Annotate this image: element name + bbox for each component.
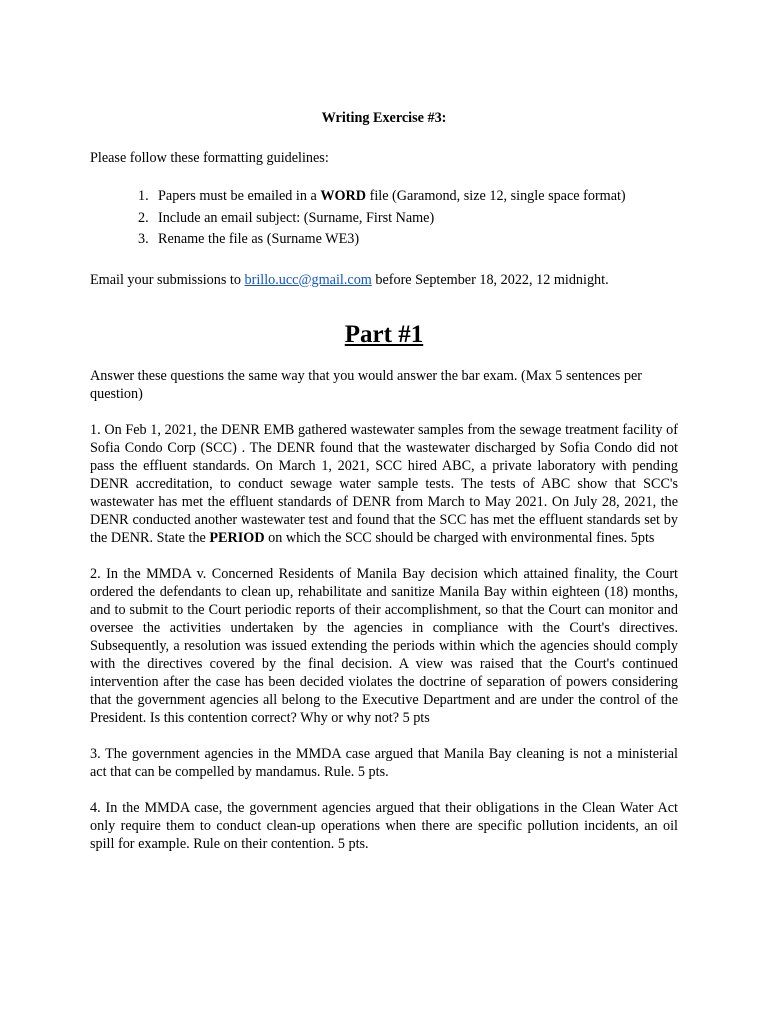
email-instruction-text: Email your submissions to <box>90 271 245 288</box>
answer-instructions: Answer these questions the same way that you would answer the bar exam. (Max 5 sentences per question) <box>90 367 642 402</box>
question-3: 3. The government agencies in the MMDA case argued that Manila Bay cleaning is not a ministerial act that can be compelled by mandamus. Rule. 5 pts. <box>90 745 678 780</box>
guideline-number: 2. <box>138 209 149 226</box>
guideline-number: 1. <box>138 188 149 204</box>
question-text: on which the SCC should be charged with environmental fines. 5pts <box>264 529 655 546</box>
guidelines-intro: Please follow these formatting guidelines: <box>90 150 329 166</box>
page-title: Writing Exercise #3: <box>321 110 447 126</box>
guideline-text: Rename the file as (Surname WE3) <box>158 231 360 247</box>
guideline-text: Papers must be emailed in a <box>158 188 321 204</box>
guideline-item <box>90 209 678 231</box>
guideline-list <box>90 187 678 252</box>
document-page <box>90 109 678 853</box>
question-2: 2. In the MMDA v. Concerned Residents of Manila Bay decision which attained finality, the Court ordered the defendants to clean up, rehabilitate and sanitize Manila Bay within eighteen (18) months, and to submit to the Court periodic reports of their accomplishment, so that the Court can monitor and oversee the activities undertaken by the agencies in compliance with the Court's directives. Subsequently, a resolution was issued extending the periods within which the agencies should comply with the directives covered by the final decision. A view was raised that the Court's continued intervention after the case has been decided violates the doctrine of separation of powers considering that the government agencies all belong to the Executive Department and are under the control of the President. Is this contention correct? Why or why not? 5 pts <box>90 565 678 726</box>
question-4: 4. In the MMDA case, the government agencies argued that their obligations in the Clean Water Act only require them to conduct clean-up operations when there are specific pollution incidents, an oil spill for example. Rule on their contention. 5 pts. <box>90 799 678 852</box>
question-1 <box>90 421 678 547</box>
email-instruction-text: before September 18, 2022, 12 midnight. <box>371 271 609 288</box>
guideline-item <box>90 230 678 252</box>
guideline-number: 3. <box>138 231 149 247</box>
guideline-emphasis: WORD <box>320 188 367 204</box>
question-text: 1. On Feb 1, 2021, the DENR EMB gathered wastewater samples from the sewage treatment facility of Sofia Condo Corp (SCC) . The DENR found that the wastewater discharged by Sofia Condo did not pass the effluent standards. On March 1, 2021, SCC hired ABC, a private laboratory with pending DENR accreditation, to conduct sewage water sample tests. The tests of ABC show that SCC's wastewater has met the effluent standards of DENR from March to May 2021. On July 28, 2021, the DENR conducted another wastewater test and found that the SCC has met the effluent standards set by the DENR. State the <box>90 421 678 546</box>
guideline-text: Include an email subject: (Surname, First Name) <box>158 209 435 226</box>
guideline-item <box>90 187 678 209</box>
question-emphasis: PERIOD <box>209 529 265 546</box>
email-instruction <box>90 271 678 289</box>
email-link[interactable]: brillo.ucc@gmail.com <box>244 271 372 288</box>
guideline-text: file (Garamond, size 12, single space format) <box>366 188 626 204</box>
part-heading: Part #1 <box>344 320 424 348</box>
